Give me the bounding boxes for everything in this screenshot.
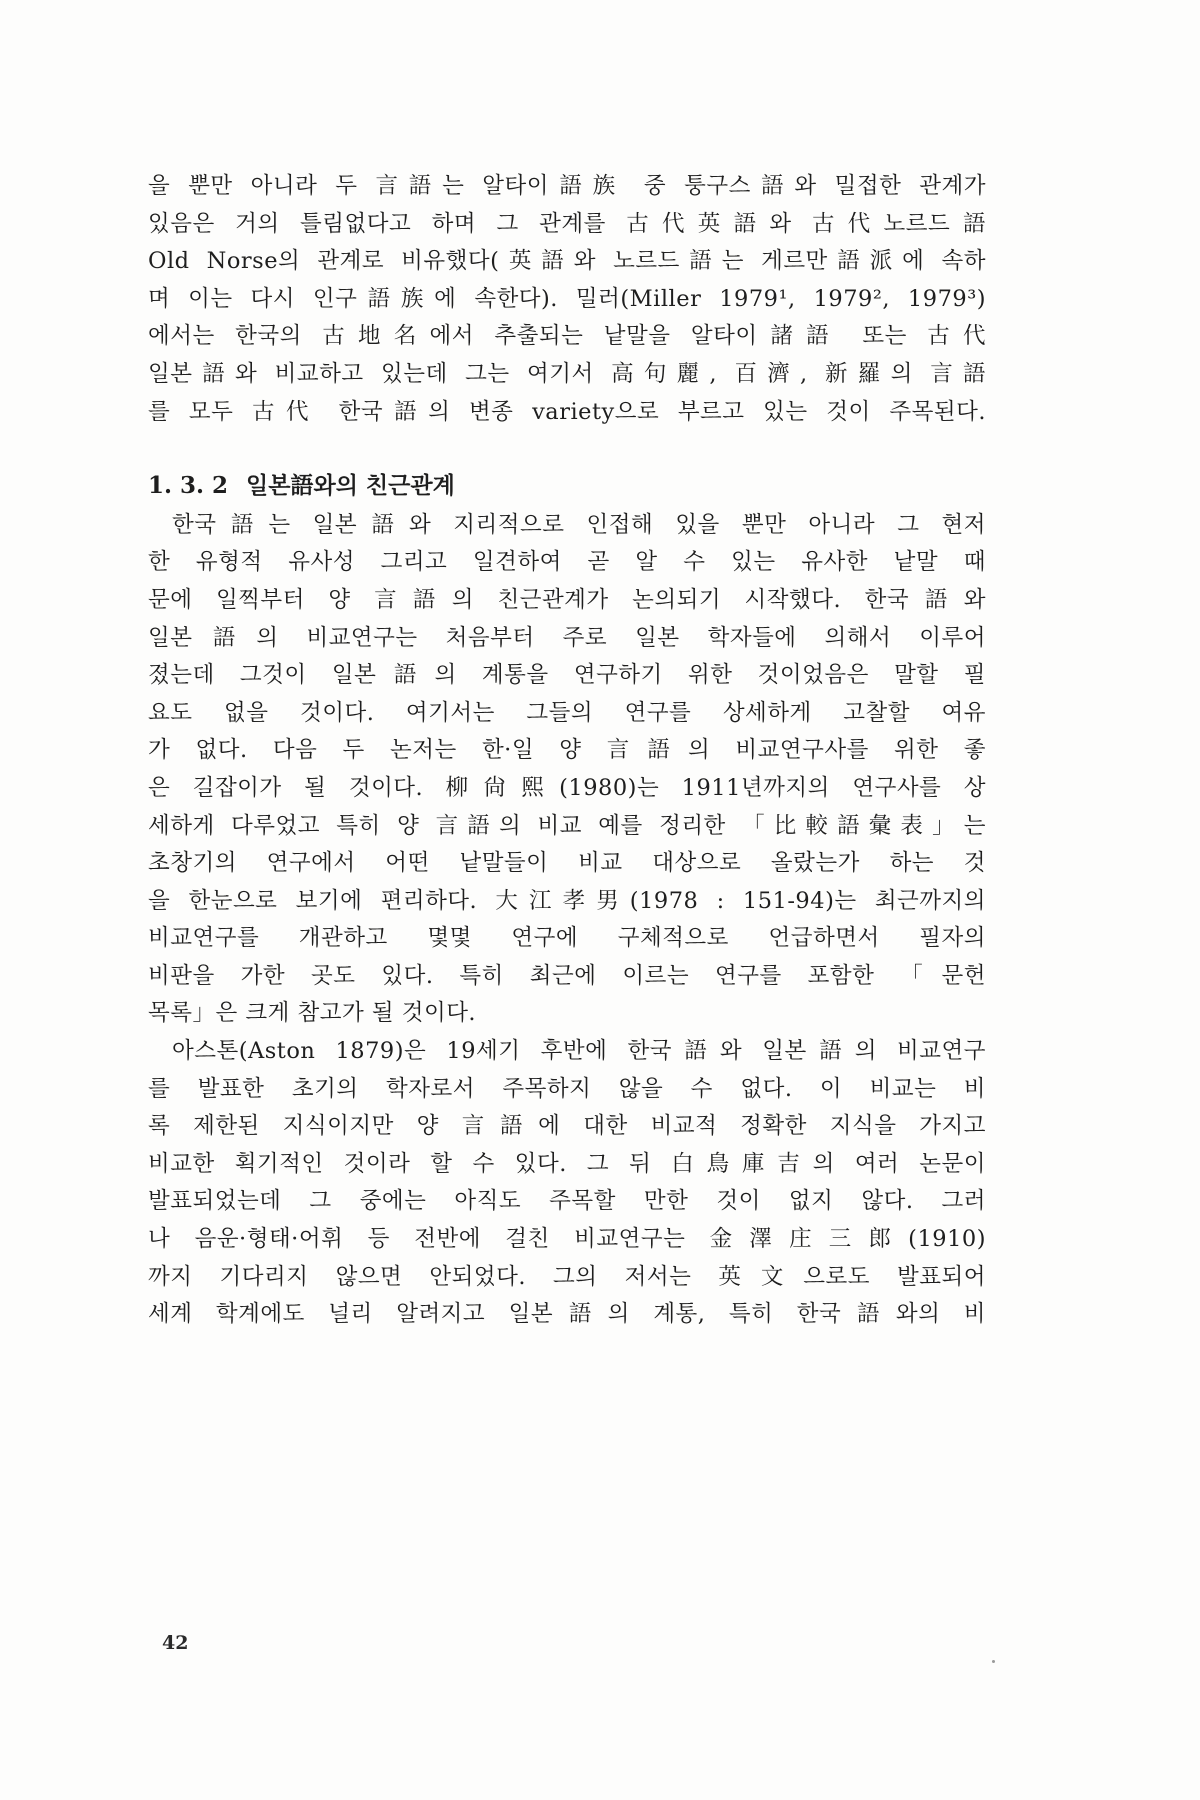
text-line: 며 이는 다시 인구語族에 속한다). 밀러(Miller 1979¹, 1979², 1979³)	[148, 285, 986, 312]
text-line: 를 발표한 초기의 학자로서 주목하지 않을 수 없다. 이 비교는 비	[148, 1075, 986, 1102]
text-line: 한국語는 일본語와 지리적으로 인접해 있을 뿐만 아니라 그 현저	[172, 511, 986, 538]
text-line: 한 유형적 유사성 그리고 일견하여 곧 알 수 있는 유사한 낱말 때	[148, 549, 986, 576]
scan-speck	[992, 1660, 995, 1663]
section-heading	[148, 467, 986, 505]
text-line: 일본語와 비교하고 있는데 그는 여기서 高句麗, 百濟, 新羅의 言語	[148, 360, 986, 387]
page-body	[148, 168, 986, 1334]
section-number: 1. 3. 2	[148, 472, 229, 500]
text-line: 나 음운·형태·어휘 등 전반에 걸친 비교연구는 金澤庄三郎(1910)	[148, 1226, 986, 1253]
paragraph-continued	[148, 168, 986, 431]
text-line: Old Norse의 관계로 비유했다(英語와 노르드語는 게르만語派에 속하	[148, 248, 986, 275]
text-line: 문에 일찍부터 양 言語의 친근관계가 논의되기 시작했다. 한국語와	[148, 586, 986, 613]
text-line: 를 모두 古代 한국語의 변종 variety으로 부르고 있는 것이 주목된다.	[148, 398, 986, 425]
page-number: 42	[162, 1632, 189, 1654]
text-line: 비교연구를 개관하고 몇몇 연구에 구체적으로 언급하면서 필자의	[148, 925, 986, 952]
text-line: 있음은 거의 틀림없다고 하며 그 관계를 古代英語와 古代노르드語	[148, 210, 986, 237]
text-line: 일본語의 비교연구는 처음부터 주로 일본 학자들에 의해서 이루어	[148, 624, 986, 651]
text-line: 아스톤(Aston 1879)은 19세기 후반에 한국語와 일본語의 비교연구	[172, 1038, 986, 1065]
text-line: 졌는데 그것이 일본語의 계통을 연구하기 위한 것이었음은 말할 필	[148, 662, 986, 689]
text-line: 가 없다. 다음 두 논저는 한·일 양 言語의 비교연구사를 위한 좋	[148, 737, 986, 764]
section-title: 일본語와의 친근관계	[246, 472, 455, 500]
text-line: 요도 없을 것이다. 여기서는 그들의 연구를 상세하게 고찰할 여유	[148, 699, 986, 726]
paragraph-aston	[148, 1033, 986, 1334]
text-line: 록 제한된 지식이지만 양 言語에 대한 비교적 정확한 지식을 가지고	[148, 1113, 986, 1140]
text-line: 을 뿐만 아니라 두 言語는 알타이語族 중 퉁구스語와 밀접한 관계가	[148, 173, 986, 199]
text-line: 까지 기다리지 않으면 안되었다. 그의 저서는 英文으로도 발표되어	[148, 1263, 986, 1290]
text-line: 발표되었는데 그 중에는 아직도 주목할 만한 것이 없지 않다. 그러	[148, 1188, 986, 1215]
text-line: 에서는 한국의 古地名에서 추출되는 낱말을 알타이諸語 또는 古代	[148, 323, 986, 350]
text-line: 비판을 가한 곳도 있다. 특히 최근에 이르는 연구를 포함한 「문헌	[148, 962, 986, 989]
text-line: 세하게 다루었고 특히 양 言語의 비교 예를 정리한 「比較語彙表」는	[148, 812, 986, 839]
text-line: 은 길잡이가 될 것이다. 柳尙熙(1980)는 1911년까지의 연구사를 상	[148, 774, 986, 801]
text-line: 을 한눈으로 보기에 편리하다. 大江孝男(1978 : 151-94)는 최근까지의	[148, 887, 986, 914]
text-line: 목록」은 크게 참고가 될 것이다.	[148, 1000, 477, 1027]
text-line: 비교한 획기적인 것이라 할 수 있다. 그 뒤 白鳥庫吉의 여러 논문이	[148, 1150, 986, 1177]
text-line: 초창기의 연구에서 어떤 낱말들이 비교 대상으로 올랐는가 하는 것	[148, 850, 986, 877]
paragraph-japanese-kinship	[148, 507, 986, 1033]
text-line: 세계 학계에도 널리 알려지고 일본語의 계통, 특히 한국語와의 비	[148, 1301, 986, 1328]
